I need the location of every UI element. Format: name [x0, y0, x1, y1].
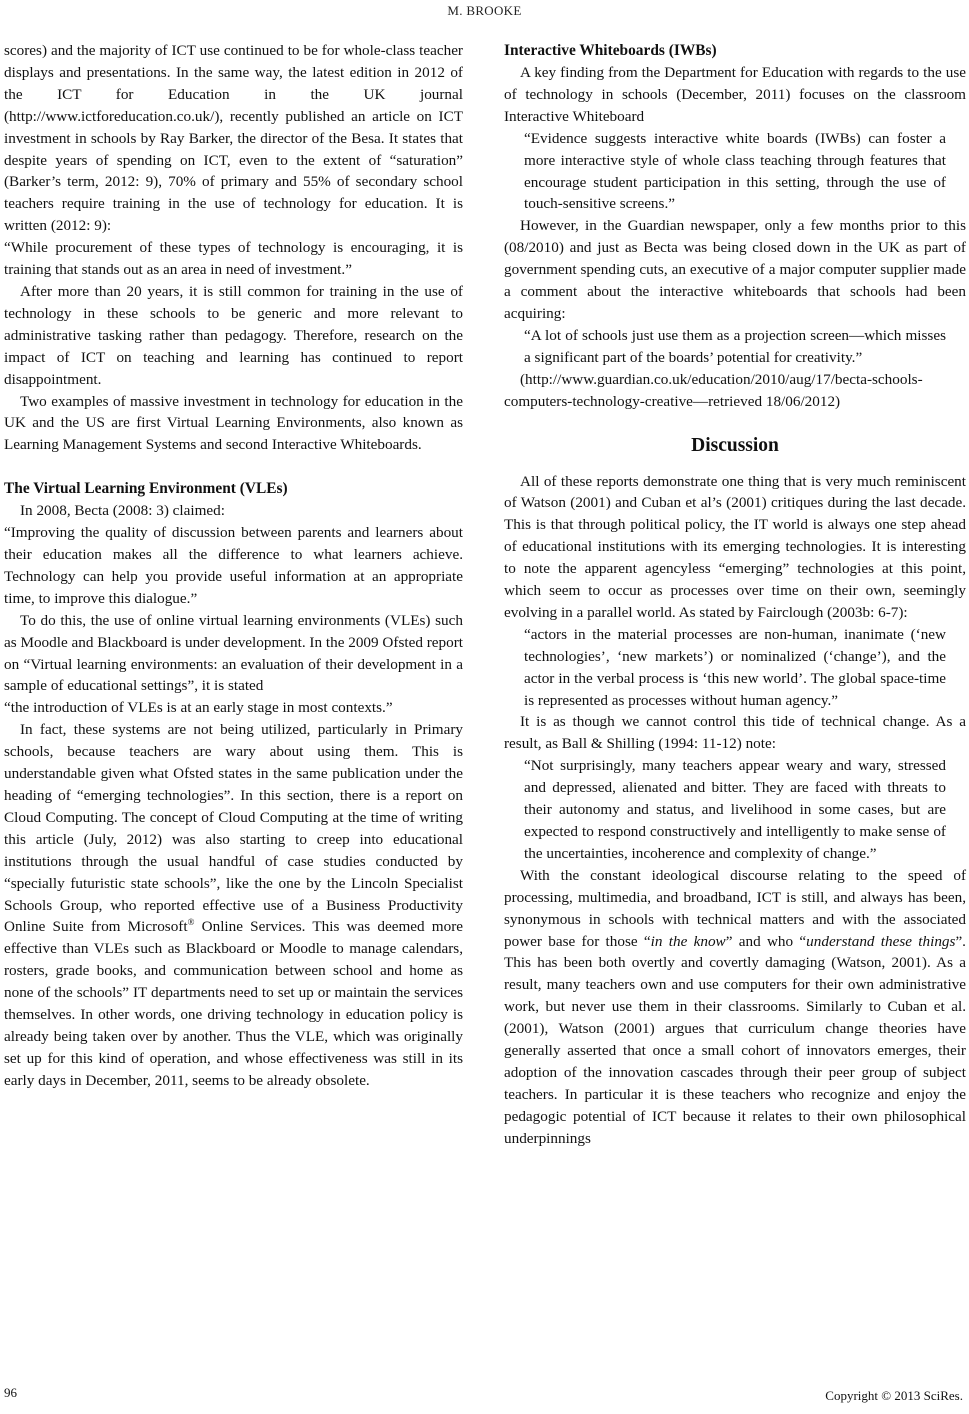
paragraph: All of these reports demonstrate one thing that is very much reminiscent of Watson (2001) and Cuban et al’s (2001) critiques during the last decade. This is that through political policy, the IT world is always one step ahead of educational institutions with its emerging technologies. It is interesting to note the apparent agencyless “emerging” technologies at this point, which seem to occur as processes over time on their own, seemingly evolving in a parallel world. As stated by Fairclough (2003b: 6-7): — [504, 472, 966, 621]
citation-url: (http://www.guardian.co.uk/education/2010/aug/17/becta-schools-computers-technology-creative—retrieved 18/06/2012) — [504, 370, 923, 410]
subheading-iwb: Interactive Whiteboards (IWBs) — [504, 42, 717, 59]
block-quote: “While procurement of these types of technology is encouraging, it is training that stands out as an area in need of investment.” — [4, 239, 463, 279]
text-run: In fact, these systems are not being utilized, particularly in Primary schools, because teachers are wary about using them. This is understandable given what Ofsted states in the same publication under the heading of “emerging technologies”. In this section, there is a report on Cloud Computing. The concept of Cloud Computing at the time of writing this article (July, 2012) was also starting to creep into educational institutions through the usual handful of case studies conducted by “specially futuristic state schools”, like the one by the Lincoln Specialist Schools Group, who reported effective use of a Business Productivity Online Suite from Microsoft — [4, 721, 463, 936]
paragraph: To do this, the use of online virtual learning environments (VLEs) such as Moodle and Blackboard is under development. In the 2009 Ofsted report on “Virtual learning environments: an evaluation of their development in a sample of educational settings”, it is stated — [4, 611, 463, 695]
registered-mark: ® — [187, 917, 195, 928]
paragraph: In 2008, Becta (2008: 3) claimed: — [20, 502, 225, 520]
paragraph: However, in the Guardian newspaper, only a few months prior to this (08/2010) and just as Becta was being closed down in the UK as part of government spending cuts, an executive of a major computer supplier made a comment about the interactive whiteboards that schools had been acquiring: — [504, 217, 966, 322]
block-quote: “Evidence suggests interactive white boards (IWBs) can foster a more interactive style of whole class teaching through features that encourage student participation in this setting, through the use of touch-sensitive screens.” — [524, 129, 946, 213]
text-run: ”. This has been both overtly and covertly damaging (Watson, 2001). As a result, many teachers own and use computers for their own administrative work, but never use them in their classrooms. Similarly to Cuban et al. (2001), Watson (2001) argues that curriculum change theories have generally asserted that once a small cohort of innovators emerges, their adoption of the innovation cascades through their peer group of subject teachers. In particular it is these teachers who recognize and enjoy the pedagogic potential of ICT because it relates to their own philosophical underpinnings — [504, 932, 966, 1147]
page-number: 96 — [4, 1385, 17, 1400]
left-column — [4, 40, 463, 1092]
paragraph — [4, 719, 463, 1091]
running-head: M. BROOKE — [447, 3, 522, 18]
block-quote: “actors in the material processes are non-human, inanimate (‘new technologies’, ‘new markets’) or nominalized (‘change’), and the actor in the verbal process is ‘this new world’. The global space-time is represented as processes without human agency.” — [524, 625, 946, 709]
block-quote: “A lot of schools just use them as a projection screen—which misses a significant part of the boards’ potential for creativity.” — [524, 326, 946, 366]
section-heading-discussion: Discussion — [691, 434, 779, 456]
emphasis: in the know — [650, 932, 726, 950]
right-column — [504, 40, 966, 1150]
block-quote: “Not surprisingly, many teachers appear weary and wary, stressed and depressed, alienated and bitter. They are faced with threats to their autonomy and status, and livelihood in some cases, but are expected to respond constructively and intelligently to make sense of the uncertainties, incoherence and complexity of change.” — [524, 757, 946, 862]
paragraph: It is as though we cannot control this tide of technical change. As a result, as Ball & Shilling (1994: 11-12) note: — [504, 713, 966, 753]
block-quote: “the introduction of VLEs is at an early stage in most contexts.” — [4, 699, 393, 717]
text-run: ” and who “ — [725, 932, 807, 950]
text-run: Online Services. This was deemed more effective than VLEs such as Blackboard or Moodle to manage calendars, rosters, grade books, and communication between school and home as none of the schools” IT departments need to set up or maintain the services themselves. In other words, one driving technology in education policy is already being taken over by another. Thus the VLE, which was originally set up for this kind of operation, and whose effectiveness was still in its early days in December, 2011, seems to be already obsolete. — [4, 918, 464, 1089]
block-quote: “Improving the quality of discussion between parents and learners about their education makes all the difference to what learners achieve. Technology can help you provide useful information at an appropriate time, to improve this dialogue.” — [4, 524, 463, 607]
text-run: With the constant ideological discourse relating to the speed of processing, multimedia, and broadband, ICT is still, and always has been, synonymous in schools with technical matters and with the associated power base for those “ — [504, 866, 966, 950]
paragraph: scores) and the majority of ICT use continued to be for whole-class teacher displays and presentations. In the same way, the latest edition in 2012 of the ICT for Education in the UK journal (http://www.ictforeducation.co.uk/), recently published an article on ICT investment in schools by Ray Barker, the director of the Besa. It states that despite years of spending on ICT, even to the extent of “saturation” (Barker’s term, 2012: 9), 70% of primary and 55% of secondary school teachers require training in the use of technology for education. It is written (2012: 9): — [4, 42, 463, 235]
copyright-notice: Copyright © 2013 SciRes. — [825, 1388, 963, 1403]
paragraph: Two examples of massive investment in technology for education in the UK and the US are first Virtual Learning Environments, also known as Learning Management Systems and second Interactive Whiteboards. — [4, 392, 463, 454]
paragraph: After more than 20 years, it is still common for training in the use of technology in these schools to be generic and more relevant to administrative tasking rather than pedagogy. Therefore, research on the impact of ICT on teaching and learning has continued to report disappointment. — [4, 282, 463, 388]
paragraph: A key finding from the Department for Education with regards to the use of technology in schools (December, 2011) focuses on the classroom Interactive Whiteboard — [504, 64, 966, 125]
emphasis: understand these things — [806, 932, 956, 950]
paragraph — [504, 865, 966, 1150]
subheading-vle: The Virtual Learning Environment (VLEs) — [4, 480, 288, 498]
